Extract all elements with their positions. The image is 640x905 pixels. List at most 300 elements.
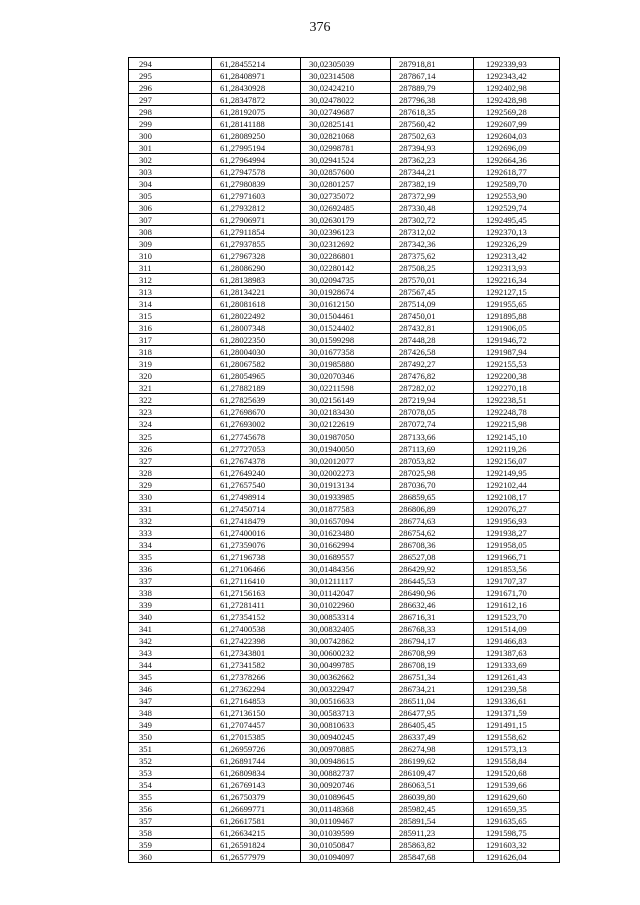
point-number-cell: 338 — [129, 586, 212, 598]
latitude-cell: 61,28138983 — [212, 274, 301, 286]
longitude-cell: 30,00853314 — [301, 610, 391, 622]
table-row — [129, 706, 560, 718]
table-row — [129, 286, 560, 298]
y-coordinate-cell: 1292553,90 — [474, 190, 560, 202]
latitude-cell: 61,27911854 — [212, 226, 301, 238]
table-row — [129, 442, 560, 454]
x-coordinate-cell: 285982,45 — [391, 802, 474, 814]
longitude-cell: 30,01148368 — [301, 802, 391, 814]
x-coordinate-cell: 286859,65 — [391, 490, 474, 502]
longitude-cell: 30,02396123 — [301, 226, 391, 238]
latitude-cell: 61,26634215 — [212, 827, 301, 839]
table-row — [129, 851, 560, 863]
longitude-cell: 30,01940050 — [301, 442, 391, 454]
longitude-cell: 30,02156149 — [301, 394, 391, 406]
latitude-cell: 61,28054965 — [212, 370, 301, 382]
longitude-cell: 30,00583713 — [301, 706, 391, 718]
x-coordinate-cell: 286429,92 — [391, 562, 474, 574]
x-coordinate-cell: 287072,74 — [391, 418, 474, 430]
table-row — [129, 406, 560, 418]
y-coordinate-cell: 1291906,05 — [474, 322, 560, 334]
point-number-cell: 305 — [129, 190, 212, 202]
x-coordinate-cell: 287078,05 — [391, 406, 474, 418]
y-coordinate-cell: 1292604,03 — [474, 130, 560, 142]
latitude-cell: 61,28347872 — [212, 94, 301, 106]
point-number-cell: 326 — [129, 442, 212, 454]
x-coordinate-cell: 287362,23 — [391, 154, 474, 166]
latitude-cell: 61,28067582 — [212, 358, 301, 370]
y-coordinate-cell: 1291598,75 — [474, 827, 560, 839]
x-coordinate-cell: 287312,02 — [391, 226, 474, 238]
latitude-cell: 61,27995194 — [212, 142, 301, 154]
latitude-cell: 61,27400538 — [212, 622, 301, 634]
x-coordinate-cell: 286063,51 — [391, 778, 474, 790]
table-row — [129, 190, 560, 202]
x-coordinate-cell: 285847,68 — [391, 851, 474, 863]
table-row — [129, 526, 560, 538]
x-coordinate-cell: 286039,80 — [391, 790, 474, 802]
point-number-cell: 337 — [129, 574, 212, 586]
point-number-cell: 332 — [129, 514, 212, 526]
x-coordinate-cell: 287036,70 — [391, 478, 474, 490]
table-row — [129, 142, 560, 154]
longitude-cell: 30,01039599 — [301, 827, 391, 839]
y-coordinate-cell: 1292076,27 — [474, 502, 560, 514]
table-row — [129, 358, 560, 370]
x-coordinate-cell: 287330,48 — [391, 202, 474, 214]
point-number-cell: 321 — [129, 382, 212, 394]
longitude-cell: 30,02630179 — [301, 214, 391, 226]
longitude-cell: 30,02183430 — [301, 406, 391, 418]
table-row — [129, 82, 560, 94]
point-number-cell: 344 — [129, 658, 212, 670]
point-number-cell: 358 — [129, 827, 212, 839]
y-coordinate-cell: 1291603,32 — [474, 839, 560, 851]
y-coordinate-cell: 1291558,62 — [474, 730, 560, 742]
latitude-cell: 61,27980839 — [212, 178, 301, 190]
x-coordinate-cell: 286490,96 — [391, 586, 474, 598]
longitude-cell: 30,01484356 — [301, 562, 391, 574]
longitude-cell: 30,00920746 — [301, 778, 391, 790]
x-coordinate-cell: 286751,34 — [391, 670, 474, 682]
y-coordinate-cell: 1292155,53 — [474, 358, 560, 370]
table-row — [129, 622, 560, 634]
x-coordinate-cell: 287492,27 — [391, 358, 474, 370]
table-row — [129, 106, 560, 118]
point-number-cell: 322 — [129, 394, 212, 406]
latitude-cell: 61,27674378 — [212, 454, 301, 466]
latitude-cell: 61,28192075 — [212, 106, 301, 118]
latitude-cell: 61,27698670 — [212, 406, 301, 418]
table-row — [129, 598, 560, 610]
y-coordinate-cell: 1292402,98 — [474, 82, 560, 94]
point-number-cell: 311 — [129, 262, 212, 274]
latitude-cell: 61,27450714 — [212, 502, 301, 514]
longitude-cell: 30,02314508 — [301, 70, 391, 82]
table-row — [129, 814, 560, 826]
longitude-cell: 30,00516633 — [301, 694, 391, 706]
longitude-cell: 30,00882737 — [301, 766, 391, 778]
y-coordinate-cell: 1292313,93 — [474, 262, 560, 274]
longitude-cell: 30,02941524 — [301, 154, 391, 166]
latitude-cell: 61,27657540 — [212, 478, 301, 490]
y-coordinate-cell: 1292108,17 — [474, 490, 560, 502]
x-coordinate-cell: 286527,08 — [391, 550, 474, 562]
x-coordinate-cell: 287796,38 — [391, 94, 474, 106]
y-coordinate-cell: 1292215,98 — [474, 418, 560, 430]
latitude-cell: 61,27281411 — [212, 598, 301, 610]
longitude-cell: 30,02280142 — [301, 262, 391, 274]
x-coordinate-cell: 286734,21 — [391, 682, 474, 694]
longitude-cell: 30,00948615 — [301, 754, 391, 766]
y-coordinate-cell: 1291336,61 — [474, 694, 560, 706]
latitude-cell: 61,27745678 — [212, 430, 301, 442]
table-row — [129, 418, 560, 430]
longitude-cell: 30,02735072 — [301, 190, 391, 202]
x-coordinate-cell: 286708,36 — [391, 538, 474, 550]
point-number-cell: 340 — [129, 610, 212, 622]
y-coordinate-cell: 1292200,38 — [474, 370, 560, 382]
x-coordinate-cell: 287514,09 — [391, 298, 474, 310]
x-coordinate-cell: 287426,58 — [391, 346, 474, 358]
table-row — [129, 274, 560, 286]
x-coordinate-cell: 287570,01 — [391, 274, 474, 286]
point-number-cell: 303 — [129, 166, 212, 178]
point-number-cell: 351 — [129, 742, 212, 754]
y-coordinate-cell: 1292343,42 — [474, 70, 560, 82]
x-coordinate-cell: 287342,36 — [391, 238, 474, 250]
table-row — [129, 839, 560, 851]
longitude-cell: 30,01985880 — [301, 358, 391, 370]
y-coordinate-cell: 1291955,65 — [474, 298, 560, 310]
table-row — [129, 694, 560, 706]
latitude-cell: 61,28134221 — [212, 286, 301, 298]
latitude-cell: 61,28408971 — [212, 70, 301, 82]
longitude-cell: 30,00970885 — [301, 742, 391, 754]
latitude-cell: 61,28141188 — [212, 118, 301, 130]
x-coordinate-cell: 286445,53 — [391, 574, 474, 586]
table-row — [129, 586, 560, 598]
longitude-cell: 30,01504461 — [301, 310, 391, 322]
y-coordinate-cell: 1292326,29 — [474, 238, 560, 250]
point-number-cell: 350 — [129, 730, 212, 742]
point-number-cell: 342 — [129, 634, 212, 646]
latitude-cell: 61,27825639 — [212, 394, 301, 406]
longitude-cell: 30,02070346 — [301, 370, 391, 382]
latitude-cell: 61,27196738 — [212, 550, 301, 562]
x-coordinate-cell: 287375,62 — [391, 250, 474, 262]
latitude-cell: 61,27359076 — [212, 538, 301, 550]
point-number-cell: 319 — [129, 358, 212, 370]
latitude-cell: 61,26699771 — [212, 802, 301, 814]
longitude-cell: 30,02094735 — [301, 274, 391, 286]
longitude-cell: 30,01094097 — [301, 851, 391, 863]
longitude-cell: 30,00810633 — [301, 718, 391, 730]
x-coordinate-cell: 286774,63 — [391, 514, 474, 526]
x-coordinate-cell: 285891,54 — [391, 814, 474, 826]
page-number: 376 — [309, 20, 331, 35]
longitude-cell: 30,02478022 — [301, 94, 391, 106]
table-row — [129, 346, 560, 358]
y-coordinate-cell: 1291333,69 — [474, 658, 560, 670]
longitude-cell: 30,02801257 — [301, 178, 391, 190]
longitude-cell: 30,01877583 — [301, 502, 391, 514]
y-coordinate-cell: 1291966,71 — [474, 550, 560, 562]
latitude-cell: 61,28007348 — [212, 322, 301, 334]
x-coordinate-cell: 286794,17 — [391, 634, 474, 646]
longitude-cell: 30,02312692 — [301, 238, 391, 250]
x-coordinate-cell: 287508,25 — [391, 262, 474, 274]
y-coordinate-cell: 1291707,37 — [474, 574, 560, 586]
point-number-cell: 346 — [129, 682, 212, 694]
y-coordinate-cell: 1291261,43 — [474, 670, 560, 682]
y-coordinate-cell: 1292370,13 — [474, 226, 560, 238]
table-row — [129, 790, 560, 802]
longitude-cell: 30,00940245 — [301, 730, 391, 742]
longitude-cell: 30,02692485 — [301, 202, 391, 214]
y-coordinate-cell: 1291539,66 — [474, 778, 560, 790]
longitude-cell: 30,00499785 — [301, 658, 391, 670]
x-coordinate-cell: 287282,02 — [391, 382, 474, 394]
latitude-cell: 61,27074457 — [212, 718, 301, 730]
point-number-cell: 314 — [129, 298, 212, 310]
table-row — [129, 70, 560, 82]
y-coordinate-cell: 1291659,35 — [474, 802, 560, 814]
x-coordinate-cell: 287302,72 — [391, 214, 474, 226]
point-number-cell: 352 — [129, 754, 212, 766]
longitude-cell: 30,01050847 — [301, 839, 391, 851]
point-number-cell: 333 — [129, 526, 212, 538]
latitude-cell: 61,28022350 — [212, 334, 301, 346]
latitude-cell: 61,26577979 — [212, 851, 301, 863]
latitude-cell: 61,27136150 — [212, 706, 301, 718]
point-number-cell: 359 — [129, 839, 212, 851]
y-coordinate-cell: 1291491,15 — [474, 718, 560, 730]
y-coordinate-cell: 1291635,65 — [474, 814, 560, 826]
longitude-cell: 30,00362662 — [301, 670, 391, 682]
table-row — [129, 334, 560, 346]
longitude-cell: 30,02749687 — [301, 106, 391, 118]
x-coordinate-cell: 287450,01 — [391, 310, 474, 322]
table-row — [129, 202, 560, 214]
longitude-cell: 30,02998781 — [301, 142, 391, 154]
latitude-cell: 61,27906971 — [212, 214, 301, 226]
point-number-cell: 315 — [129, 310, 212, 322]
x-coordinate-cell: 287889,79 — [391, 82, 474, 94]
point-number-cell: 297 — [129, 94, 212, 106]
latitude-cell: 61,27354152 — [212, 610, 301, 622]
y-coordinate-cell: 1291239,58 — [474, 682, 560, 694]
point-number-cell: 316 — [129, 322, 212, 334]
longitude-cell: 30,01211117 — [301, 574, 391, 586]
point-number-cell: 295 — [129, 70, 212, 82]
x-coordinate-cell: 287219,94 — [391, 394, 474, 406]
longitude-cell: 30,02012077 — [301, 454, 391, 466]
y-coordinate-cell: 1291895,88 — [474, 310, 560, 322]
table-row — [129, 766, 560, 778]
y-coordinate-cell: 1291946,72 — [474, 334, 560, 346]
y-coordinate-cell: 1292428,98 — [474, 94, 560, 106]
table-row — [129, 214, 560, 226]
point-number-cell: 339 — [129, 598, 212, 610]
latitude-cell: 61,28081618 — [212, 298, 301, 310]
point-number-cell: 331 — [129, 502, 212, 514]
point-number-cell: 313 — [129, 286, 212, 298]
latitude-cell: 61,27727053 — [212, 442, 301, 454]
table-row — [129, 154, 560, 166]
table-row — [129, 562, 560, 574]
y-coordinate-cell: 1292156,07 — [474, 454, 560, 466]
point-number-cell: 356 — [129, 802, 212, 814]
y-coordinate-cell: 1292238,51 — [474, 394, 560, 406]
latitude-cell: 61,27378266 — [212, 670, 301, 682]
point-number-cell: 327 — [129, 454, 212, 466]
y-coordinate-cell: 1292102,44 — [474, 478, 560, 490]
point-number-cell: 328 — [129, 466, 212, 478]
table-row — [129, 514, 560, 526]
latitude-cell: 61,27967328 — [212, 250, 301, 262]
longitude-cell: 30,01612150 — [301, 298, 391, 310]
longitude-cell: 30,01623480 — [301, 526, 391, 538]
point-number-cell: 349 — [129, 718, 212, 730]
latitude-cell: 61,27422398 — [212, 634, 301, 646]
latitude-cell: 61,26959726 — [212, 742, 301, 754]
longitude-cell: 30,02424210 — [301, 82, 391, 94]
point-number-cell: 343 — [129, 646, 212, 658]
point-number-cell: 306 — [129, 202, 212, 214]
point-number-cell: 360 — [129, 851, 212, 863]
latitude-cell: 61,27116410 — [212, 574, 301, 586]
point-number-cell: 325 — [129, 430, 212, 442]
table-row — [129, 262, 560, 274]
point-number-cell: 323 — [129, 406, 212, 418]
latitude-cell: 61,28430928 — [212, 82, 301, 94]
x-coordinate-cell: 286806,89 — [391, 502, 474, 514]
table-row — [129, 778, 560, 790]
latitude-cell: 61,26750379 — [212, 790, 301, 802]
y-coordinate-cell: 1292589,70 — [474, 178, 560, 190]
x-coordinate-cell: 287025,98 — [391, 466, 474, 478]
table-row — [129, 130, 560, 142]
table-row — [129, 238, 560, 250]
x-coordinate-cell: 287344,21 — [391, 166, 474, 178]
table-row — [129, 454, 560, 466]
y-coordinate-cell: 1292529,74 — [474, 202, 560, 214]
longitude-cell: 30,01142047 — [301, 586, 391, 598]
y-coordinate-cell: 1291466,83 — [474, 634, 560, 646]
point-number-cell: 355 — [129, 790, 212, 802]
table-row — [129, 382, 560, 394]
point-number-cell: 298 — [129, 106, 212, 118]
longitude-cell: 30,02305039 — [301, 58, 391, 70]
latitude-cell: 61,27693002 — [212, 418, 301, 430]
longitude-cell: 30,02857600 — [301, 166, 391, 178]
latitude-cell: 61,28455214 — [212, 58, 301, 70]
table-row — [129, 58, 560, 70]
longitude-cell: 30,00322947 — [301, 682, 391, 694]
x-coordinate-cell: 286477,95 — [391, 706, 474, 718]
latitude-cell: 61,27343801 — [212, 646, 301, 658]
y-coordinate-cell: 1292339,93 — [474, 58, 560, 70]
latitude-cell: 61,28004030 — [212, 346, 301, 358]
y-coordinate-cell: 1291629,60 — [474, 790, 560, 802]
table-row — [129, 742, 560, 754]
table-row — [129, 166, 560, 178]
x-coordinate-cell: 287502,63 — [391, 130, 474, 142]
longitude-cell: 30,00600232 — [301, 646, 391, 658]
longitude-cell: 30,02286801 — [301, 250, 391, 262]
point-number-cell: 317 — [129, 334, 212, 346]
y-coordinate-cell: 1291573,13 — [474, 742, 560, 754]
latitude-cell: 61,27498914 — [212, 490, 301, 502]
y-coordinate-cell: 1292664,36 — [474, 154, 560, 166]
x-coordinate-cell: 287394,93 — [391, 142, 474, 154]
table-row — [129, 646, 560, 658]
y-coordinate-cell: 1291956,93 — [474, 514, 560, 526]
y-coordinate-cell: 1291387,63 — [474, 646, 560, 658]
x-coordinate-cell: 286708,19 — [391, 658, 474, 670]
y-coordinate-cell: 1292216,34 — [474, 274, 560, 286]
point-number-cell: 309 — [129, 238, 212, 250]
y-coordinate-cell: 1291612,16 — [474, 598, 560, 610]
y-coordinate-cell: 1291987,94 — [474, 346, 560, 358]
latitude-cell: 61,27971603 — [212, 190, 301, 202]
longitude-cell: 30,01662994 — [301, 538, 391, 550]
latitude-cell: 61,26617581 — [212, 814, 301, 826]
table-row — [129, 682, 560, 694]
table-row — [129, 370, 560, 382]
x-coordinate-cell: 287382,19 — [391, 178, 474, 190]
point-number-cell: 348 — [129, 706, 212, 718]
latitude-cell: 61,27164853 — [212, 694, 301, 706]
latitude-cell: 61,27156163 — [212, 586, 301, 598]
y-coordinate-cell: 1291671,70 — [474, 586, 560, 598]
x-coordinate-cell: 287053,82 — [391, 454, 474, 466]
x-coordinate-cell: 287567,45 — [391, 286, 474, 298]
longitude-cell: 30,01913134 — [301, 478, 391, 490]
table-row — [129, 634, 560, 646]
longitude-cell: 30,02002273 — [301, 466, 391, 478]
longitude-cell: 30,01599298 — [301, 334, 391, 346]
x-coordinate-cell: 286109,47 — [391, 766, 474, 778]
longitude-cell: 30,01657094 — [301, 514, 391, 526]
x-coordinate-cell: 286716,31 — [391, 610, 474, 622]
latitude-cell: 61,27882189 — [212, 382, 301, 394]
latitude-cell: 61,28086290 — [212, 262, 301, 274]
table-row — [129, 550, 560, 562]
table-row — [129, 226, 560, 238]
latitude-cell: 61,27947578 — [212, 166, 301, 178]
table-row — [129, 250, 560, 262]
x-coordinate-cell: 287918,81 — [391, 58, 474, 70]
table-row — [129, 178, 560, 190]
y-coordinate-cell: 1292696,09 — [474, 142, 560, 154]
x-coordinate-cell: 287133,66 — [391, 430, 474, 442]
x-coordinate-cell: 286754,62 — [391, 526, 474, 538]
table-row — [129, 466, 560, 478]
y-coordinate-cell: 1292145,10 — [474, 430, 560, 442]
y-coordinate-cell: 1291626,04 — [474, 851, 560, 863]
y-coordinate-cell: 1292119,26 — [474, 442, 560, 454]
table-row — [129, 802, 560, 814]
point-number-cell: 308 — [129, 226, 212, 238]
latitude-cell: 61,28089250 — [212, 130, 301, 142]
table-row — [129, 670, 560, 682]
y-coordinate-cell: 1292313,42 — [474, 250, 560, 262]
longitude-cell: 30,01022960 — [301, 598, 391, 610]
longitude-cell: 30,00832405 — [301, 622, 391, 634]
longitude-cell: 30,00742862 — [301, 634, 391, 646]
